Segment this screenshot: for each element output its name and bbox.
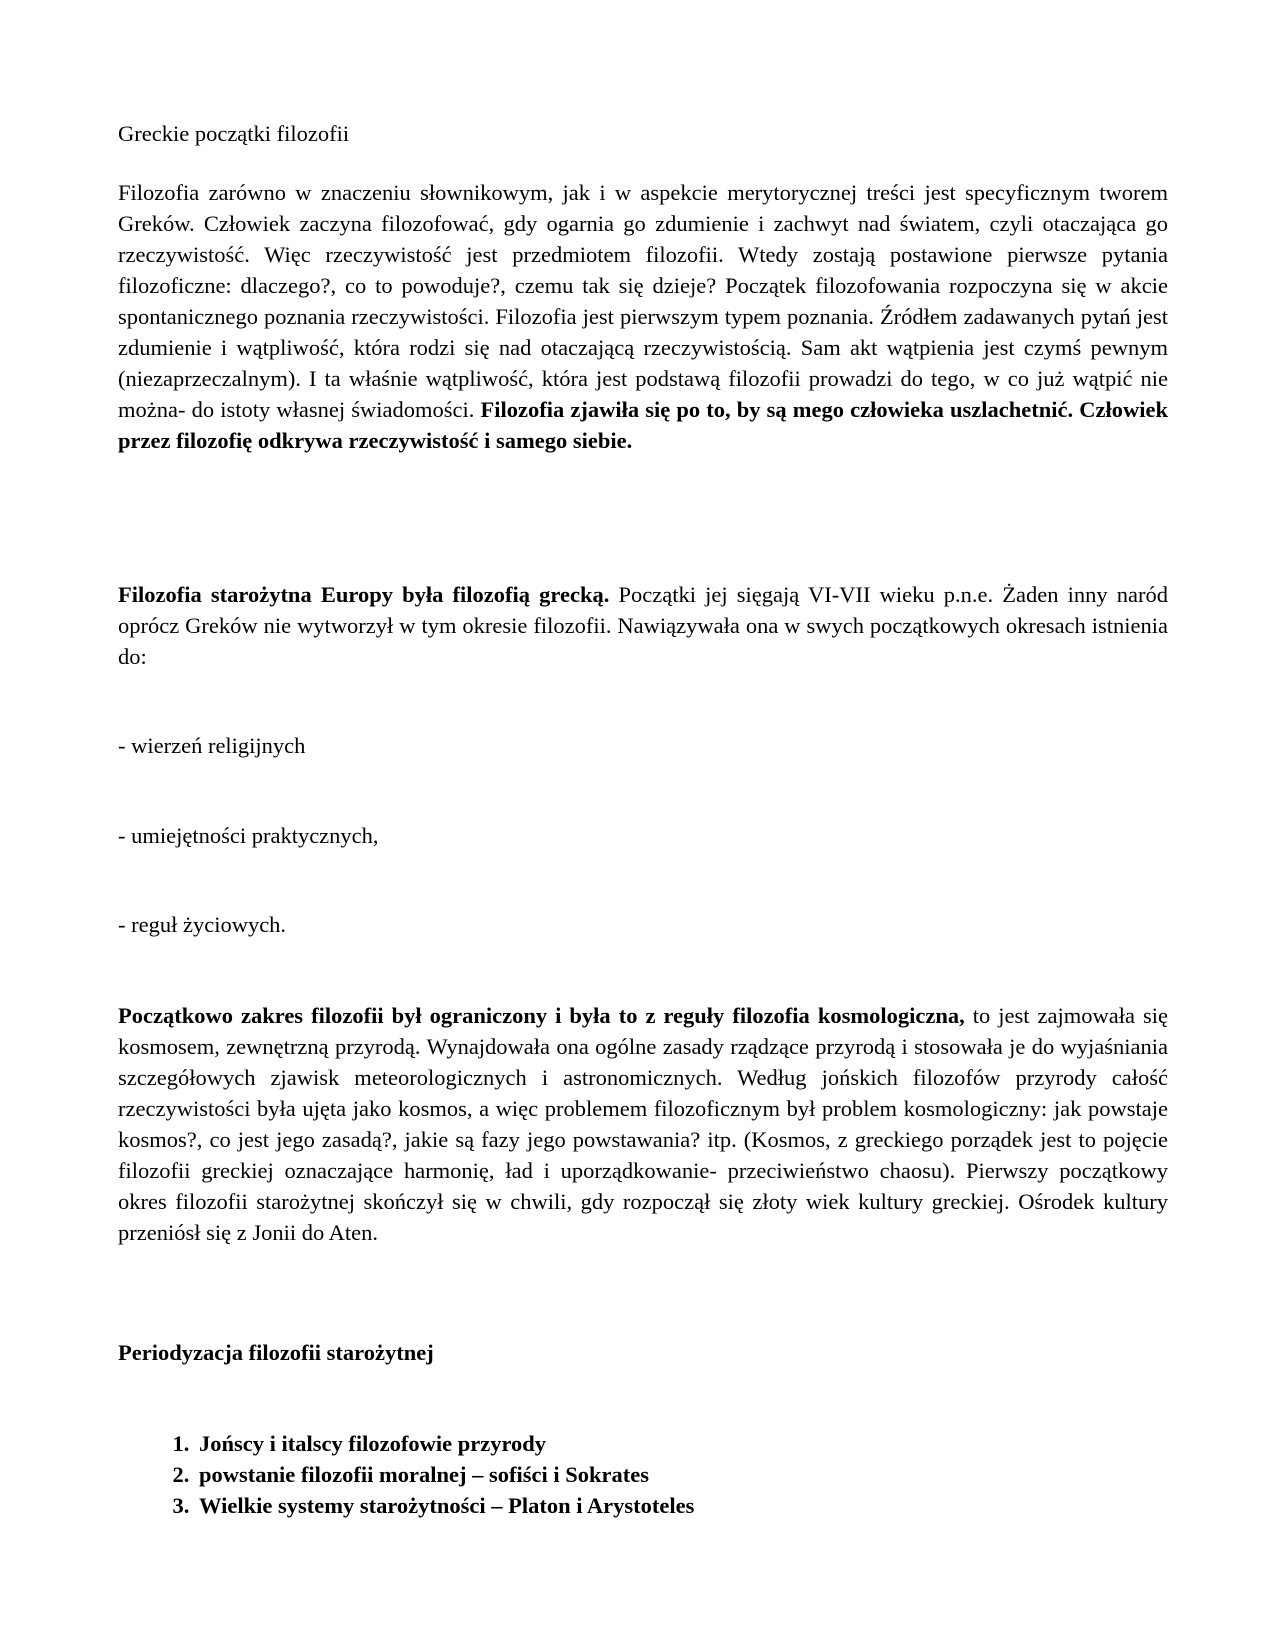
list-item: 1. Jońscy i italscy filozofowie przyrody (195, 1428, 694, 1459)
ancient-text: Początki jej sięgają VI-VII wieku p.n.e. Żaden inny naród oprócz Greków nie wytworzył w tym okresie filozofii. Nawiązywała ona w swych początkowych okresach istnienia do: (118, 582, 1168, 669)
intro-bold-text: Filozofia zjawiła się po to, by są mego człowieka uszlachetnić. Człowiek przez filozofię odkrywa rzeczywistość i samego siebie. (118, 397, 1168, 453)
bullet-item: - reguł życiowych. (118, 912, 287, 937)
intro-text: Filozofia zarówno w znaczeniu słownikowym, jak i w aspekcie merytorycznej treści jest specyficznym tworem Greków. Człowiek zaczyna filozofować, gdy ogarnia go zdumienie i zachwyt nad światem, czyli otaczająca go rzeczywistość. Więc rzeczywistość jest przedmiotem filozofii. Wtedy zostają postawione pierwsze pytania filozoficzne: dlaczego?, co to powoduje?, czemu tak się dzieje? Początek filozofowania rozpoczyna się w akcie spontanicznego poznania rzeczywistości. Filozofia jest pierwszym typem poznania. Źródłem zadawanych pytań jest zdumienie i wątpliwość, która rodzi się nad otaczającą rzeczywistością. Sam akt wątpienia jest czymś pewnym (niezaprzeczalnym). I ta właśnie wątpliwość, która jest podstawą filozofii prowadzi do tego, w co już wątpić nie można- do istoty własnej świadomości. (118, 180, 1168, 422)
list-item: 3. Wielkie systemy starożytności – Platon i Arystoteles (195, 1490, 694, 1521)
paragraph-intro (118, 177, 1168, 456)
section-heading: Periodyzacja filozofii starożytnej (118, 1340, 434, 1365)
paragraph-ancient-philosophy (118, 579, 1168, 672)
bullet-item: - wierzeń religijnych (118, 733, 306, 758)
cosmology-bold-text: Początkowo zakres filozofii był ograniczony i była to z reguły filozofia kosmologiczna, (118, 1003, 965, 1028)
periods-list (118, 1428, 694, 1521)
paragraph-cosmology (118, 1000, 1168, 1248)
list-item: 2. powstanie filozofii moralnej – sofiści i Sokrates (195, 1459, 694, 1490)
ancient-bold-text: Filozofia starożytna Europy była filozofią grecką. (118, 582, 610, 607)
cosmology-text: to jest zajmowała się kosmosem, zewnętrzną przyrodą. Wynajdowała ona ogólne zasady rządzące przyrodą i stosowała je do wyjaśniania szczegółowych zjawisk meteorologicznych i astronomicznych. Według jońskich filozofów przyrody całość rzeczywistości była ujęta jako kosmos, a więc problemem filozoficznym był problem kosmologiczny: jak powstaje kosmos?, co jest jego zasadą?, jakie są fazy jego powstawania? itp. (Kosmos, z greckiego porządek jest to pojęcie filozofii greckiej oznaczające harmonię, ład i uporządkowanie- przeciwieństwo chaosu). Pierwszy początkowy okres filozofii starożytnej skończył się w chwili, gdy rozpoczął się złoty wiek kultury greckiej. Ośrodek kultury przeniósł się z Jonii do Aten. (118, 1003, 1168, 1245)
bullet-item: - umiejętności praktycznych, (118, 823, 379, 848)
document-title: Greckie początki filozofii (118, 121, 350, 146)
